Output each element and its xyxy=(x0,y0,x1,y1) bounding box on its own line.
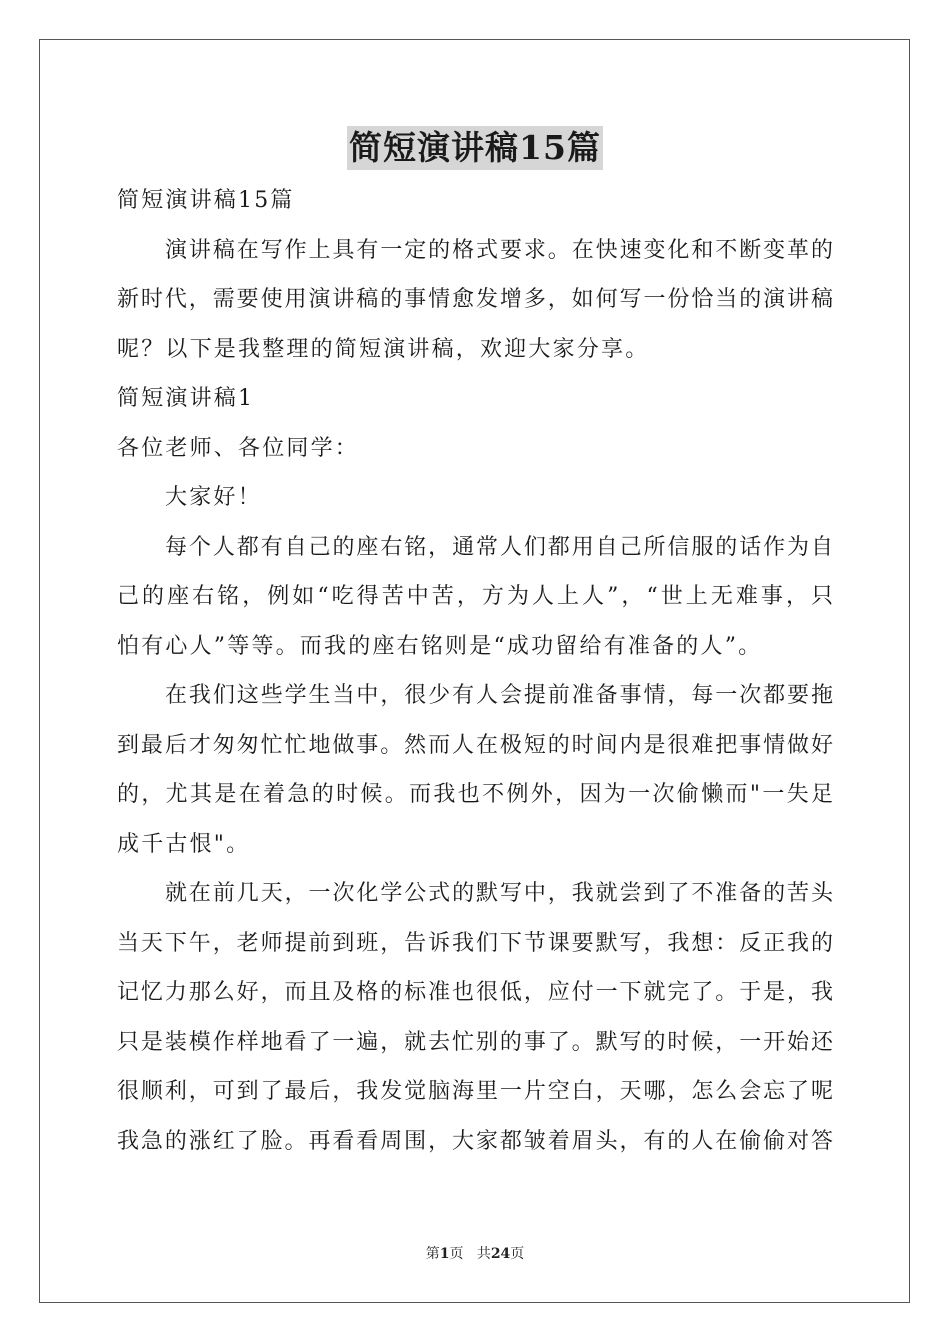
document-body xyxy=(117,176,833,1166)
text-line: 就在前几天，一次化学公式的默写中，我就尝到了不准备的苦头 xyxy=(165,881,833,906)
text-line: 在我们这些学生当中，很少有人会提前准备事情，每一次都要拖 xyxy=(165,683,833,708)
text-line: 成千古恨"。 xyxy=(117,831,251,857)
text-line: 己的座右铭，例如“吃得苦中苦，方为人上人”，“世上无难事，只 xyxy=(117,584,833,609)
page-footer xyxy=(0,1244,950,1264)
text-line: 当天下午，老师提前到班，告诉我们下节课要默写，我想：反正我的 xyxy=(117,930,833,956)
text-line: 我急的涨红了脸。再看看周围，大家都皱着眉头，有的人在偷偷对答 xyxy=(117,1128,833,1154)
text-line: 各位老师、各位同学： xyxy=(117,435,360,461)
text-line: 的，尤其是在着急的时候。而我也不例外，因为一次偷懒而"一失足 xyxy=(117,782,833,807)
text-line: 很顺利，可到了最后，我发觉脑海里一片空白，天哪，怎么会忘了呢 xyxy=(117,1079,833,1104)
footer-page-prefix: 第 xyxy=(425,1246,440,1262)
text-line: 演讲稿在写作上具有一定的格式要求。在快速变化和不断变革的 xyxy=(165,237,833,263)
text-line: 新时代，需要使用演讲稿的事情愈发增多，如何写一份恰当的演讲稿 xyxy=(117,287,833,312)
text-line: 到最后才匆匆忙忙地做事。然而人在极短的时间内是很难把事情做好 xyxy=(117,732,833,758)
footer-page-suffix: 页 xyxy=(449,1246,464,1262)
title-wrap xyxy=(0,126,950,170)
text-line: 只是装模作样地看了一遍，就去忙别的事了。默写的时候，一开始还 xyxy=(117,1029,833,1055)
footer-total-prefix: 共 xyxy=(476,1246,491,1262)
footer-page-number: 1 xyxy=(439,1246,450,1262)
text-line: 大家好！ xyxy=(165,485,262,510)
text-line: 每个人都有自己的座右铭，通常人们都用自己所信服的话作为自 xyxy=(165,534,833,560)
footer-total-pages: 24 xyxy=(490,1246,511,1262)
text-line: 简短演讲稿15篇 xyxy=(117,188,295,213)
footer-total-suffix: 页 xyxy=(510,1246,525,1262)
text-line: 记忆力那么好，而且及格的标准也很低，应付一下就完了。于是，我 xyxy=(117,980,833,1005)
text-line: 怕有心人”等等。而我的座右铭则是“成功留给有准备的人”。 xyxy=(117,633,763,659)
text-line: 呢？以下是我整理的简短演讲稿，欢迎大家分享。 xyxy=(117,336,650,362)
document-title: 简短演讲稿15篇 xyxy=(347,126,603,170)
text-line: 简短演讲稿1 xyxy=(117,386,255,411)
